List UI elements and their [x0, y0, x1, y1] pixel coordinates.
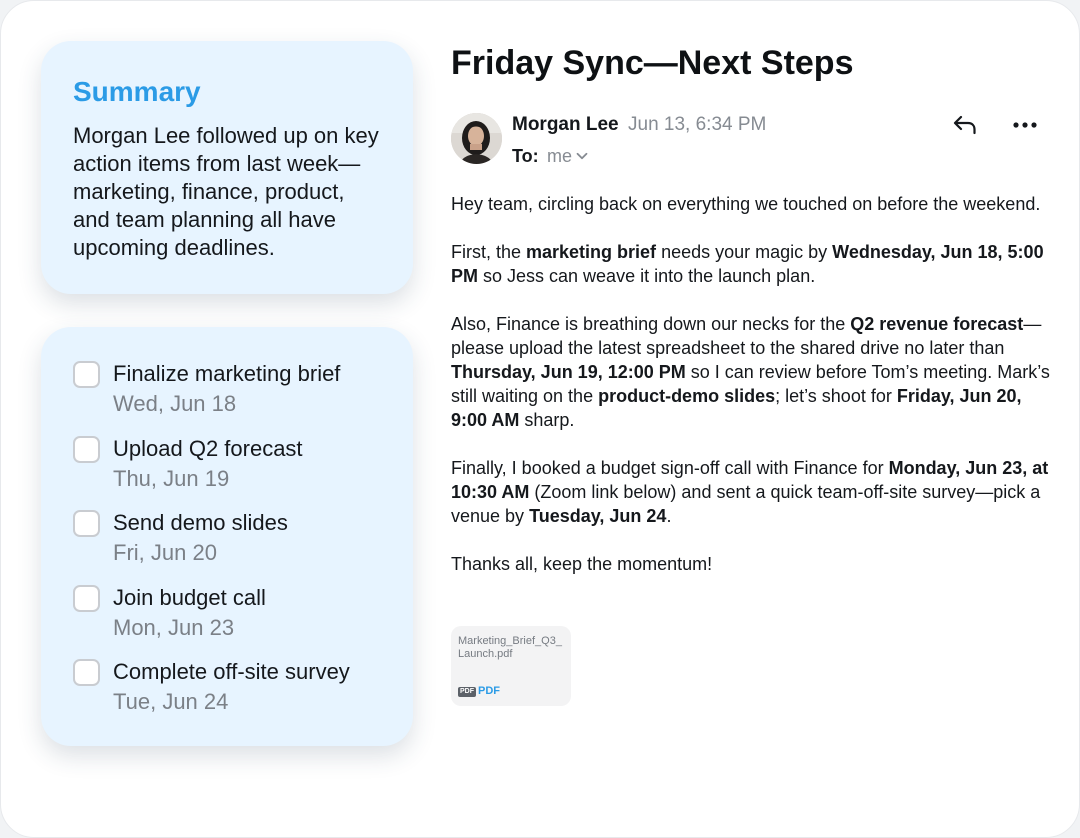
task-item [73, 434, 381, 509]
reply-button[interactable] [949, 109, 981, 141]
body-paragraph-finance: Also, Finance is breathing down our necks for the Q2 revenue forecast—please upload the latest spreadsheet to the shared drive no later than Thursday, Jun 19, 12:00 PM so I can review before Tom’s meeting. Mark’s still waiting on the product-demo slides; let’s shoot for Friday, Jun 20, 9:00 AM sharp. [451, 314, 1050, 430]
task-item [73, 359, 381, 434]
attachment-card[interactable] [451, 626, 571, 706]
task-checkbox[interactable] [73, 436, 100, 463]
summary-title: Summary [73, 76, 201, 107]
summary-card [41, 41, 413, 294]
task-checkbox[interactable] [73, 361, 100, 388]
sender-name[interactable]: Morgan Lee [512, 114, 619, 135]
email-body [451, 192, 1051, 600]
attachment-filename: Marketing_Brief_Q3_Launch.pdf [458, 635, 562, 660]
task-due-date: Thu, Jun 19 [113, 465, 230, 491]
more-options-icon [1012, 121, 1038, 129]
task-checkbox[interactable] [73, 510, 100, 537]
task-item [73, 657, 381, 732]
more-options-button[interactable] [1009, 109, 1041, 141]
pdf-file-icon: PDF [460, 687, 474, 695]
task-list-card [41, 327, 413, 746]
recipient-dropdown[interactable] [547, 143, 589, 169]
task-title: Finalize marketing brief [113, 361, 341, 386]
avatar-image [451, 113, 502, 164]
task-due-date: Fri, Jun 20 [113, 540, 217, 565]
task-checkbox[interactable] [73, 659, 100, 686]
task-due-date: Tue, Jun 24 [113, 689, 229, 714]
email-timestamp: Jun 13, 6:34 PM [628, 114, 767, 135]
task-item [73, 508, 381, 583]
email-subject: Friday Sync—Next Steps [451, 44, 854, 82]
to-label: To: [512, 146, 539, 166]
chevron-down-icon [575, 149, 589, 163]
task-due-date: Wed, Jun 18 [113, 391, 237, 416]
body-paragraph-budget: Finally, I booked a budget sign-off call with Finance for Monday, Jun 23, at 10:30 AM (Zoom link below) and sent a quick team-off-site survey—pick a venue by Tuesday, Jun 24. [451, 458, 1049, 526]
body-paragraph-signoff: Thanks all, keep the momentum! [451, 554, 713, 574]
task-checkbox[interactable] [73, 585, 100, 612]
task-title: Complete off-site survey [113, 659, 350, 684]
task-title: Send demo slides [113, 510, 288, 535]
task-due-date: Mon, Jun 23 [113, 614, 235, 640]
attachment-type-label: PDF [478, 685, 500, 697]
task-title: Join budget call [113, 584, 266, 610]
task-title: Upload Q2 forecast [113, 435, 303, 461]
reply-icon [952, 114, 978, 136]
recipient-name: me [547, 146, 573, 166]
sender-avatar[interactable] [451, 113, 502, 164]
body-paragraph-marketing: First, the marketing brief needs your magic by Wednesday, Jun 18, 5:00 PM so Jess can weave it into the launch plan. [451, 242, 1044, 286]
attachment-type [458, 685, 500, 698]
summary-text: Morgan Lee followed up on key action items from last week—marketing, finance, product, and team planning all have upcoming deadlines. [73, 123, 379, 260]
task-item [73, 583, 381, 658]
body-paragraph-greeting: Hey team, circling back on everything we touched on before the weekend. [451, 194, 1041, 214]
